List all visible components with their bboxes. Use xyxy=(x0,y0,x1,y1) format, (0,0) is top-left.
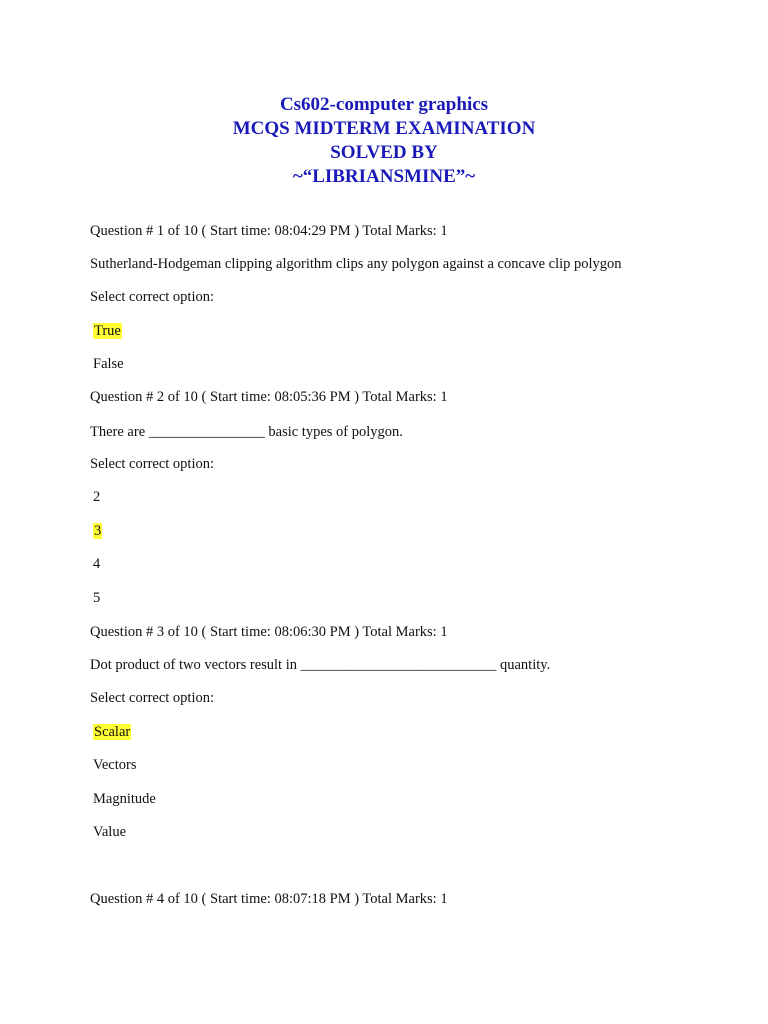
answer-highlight: True xyxy=(94,323,121,339)
question-1-select-prompt: Select correct option: xyxy=(90,289,215,305)
document-title-solved-by: SOLVED BY xyxy=(330,142,438,163)
question-1-text: Sutherland-Hodgeman clipping algorithm clips any polygon against a concave clip polygon xyxy=(90,256,622,272)
question-2-option-3[interactable]: 4 xyxy=(93,556,101,572)
question-3-option-3[interactable]: Magnitude xyxy=(93,791,156,807)
question-3-select-prompt: Select correct option: xyxy=(90,690,215,706)
answer-highlight: 3 xyxy=(94,523,102,539)
question-1-header: Question # 1 of 10 ( Start time: 08:04:29 PM ) Total Marks: 1 xyxy=(90,223,448,239)
document-title-exam: MCQS MIDTERM EXAMINATION xyxy=(232,118,536,139)
question-1-option-1[interactable] xyxy=(93,322,122,340)
question-2-option-1[interactable]: 2 xyxy=(93,489,101,505)
question-2-select-prompt: Select correct option: xyxy=(90,456,215,472)
question-4-header: Question # 4 of 10 ( Start time: 08:07:18 PM ) Total Marks: 1 xyxy=(90,891,448,907)
document-title-author: ~“LIBRIANSMINE”~ xyxy=(292,166,476,187)
question-1-option-2[interactable]: False xyxy=(93,356,124,372)
question-2-option-2[interactable] xyxy=(93,522,102,540)
question-3-option-1[interactable] xyxy=(93,723,131,741)
question-2-option-4[interactable]: 5 xyxy=(93,590,101,606)
question-2-text: There are ________________ basic types of polygon. xyxy=(90,424,403,440)
answer-highlight: Scalar xyxy=(94,724,131,740)
question-3-option-4[interactable]: Value xyxy=(93,824,127,840)
question-3-text: Dot product of two vectors result in ___________________________ quantity. xyxy=(90,657,551,673)
question-2-header: Question # 2 of 10 ( Start time: 08:05:36 PM ) Total Marks: 1 xyxy=(90,389,448,405)
document-title-course: Cs602-computer graphics xyxy=(279,94,489,115)
question-3-option-2[interactable]: Vectors xyxy=(93,757,137,773)
question-3-header: Question # 3 of 10 ( Start time: 08:06:30 PM ) Total Marks: 1 xyxy=(90,624,448,640)
